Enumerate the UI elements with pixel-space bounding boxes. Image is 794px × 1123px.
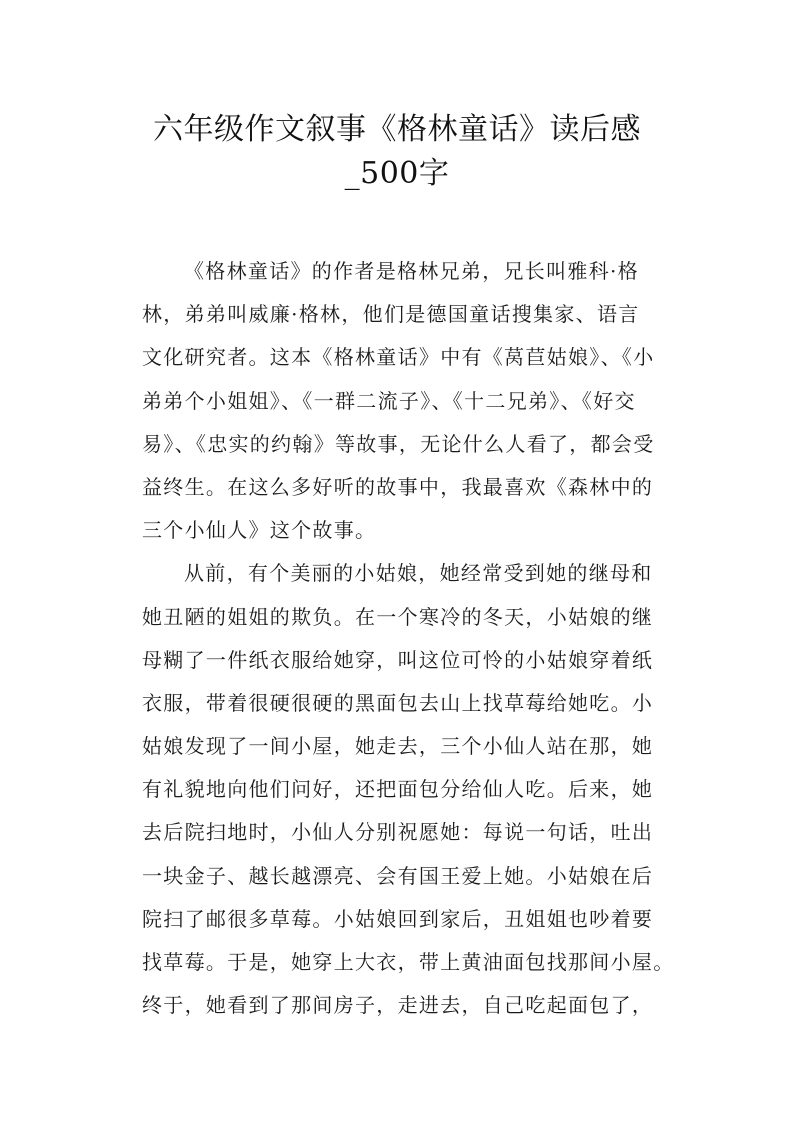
text-line: 她丑陋的姐姐的欺负。在一个寒冷的冬天，小姑娘的继 <box>142 604 654 629</box>
text-line: 三个小仙人》这个故事。 <box>142 518 377 543</box>
text-line: 母糊了一件纸衣服给她穿，叫这位可怜的小姑娘穿着纸 <box>142 647 654 672</box>
text-line: 姑娘发现了一间小屋，她走去，三个小仙人站在那，她 <box>142 734 654 759</box>
text-line: 易》、《忠实的约翰》等故事，无论什么人看了，都会受 <box>142 431 655 456</box>
text-line: 林，弟弟叫威廉·格林，他们是德国童话搜集家、语言 <box>142 302 640 327</box>
text-line: 从前，有个美丽的小姑娘，她经常受到她的继母和 <box>184 561 653 586</box>
text-line: 益终生。在这么多好听的故事中，我最喜欢《森林中的 <box>142 474 654 499</box>
text-line: 院扫了邮很多草莓。小姑娘回到家后，丑姐姐也吵着要 <box>142 906 654 931</box>
paragraph <box>142 552 675 1027</box>
text-line: 有礼貌地向他们问好，还把面包分给仙人吃。后来，她 <box>142 777 654 802</box>
text-line: 找草莓。于是，她穿上大衣，带上黄油面包找那间小屋。 <box>142 950 675 974</box>
text-line: 去后院扫地时，小仙人分别祝愿她：每说一句话，吐出 <box>142 820 654 845</box>
paragraph <box>142 250 662 552</box>
text-line: 一块金子、越长越漂亮、会有国王爱上她。小姑娘在后 <box>142 863 654 888</box>
document-body <box>142 250 675 1027</box>
text-line: 文化研究者。这本《格林童话》中有《莴苣姑娘》、《小 <box>142 345 655 370</box>
document-title: 六年级作文叙事《格林童话》读后感_500字 <box>153 112 641 191</box>
text-line: 衣服，带着很硬很硬的黑面包去山上找草莓给她吃。小 <box>142 690 654 715</box>
text-line: 弟弟个小姐姐》、《一群二流子》、《十二兄弟》、《好交 <box>142 388 636 413</box>
text-line: 《格林童话》的作者是格林兄弟，兄长叫雅科·格 <box>184 259 639 283</box>
text-line: 终于，她看到了那间房子，走进去，自己吃起面包了， <box>142 993 654 1018</box>
